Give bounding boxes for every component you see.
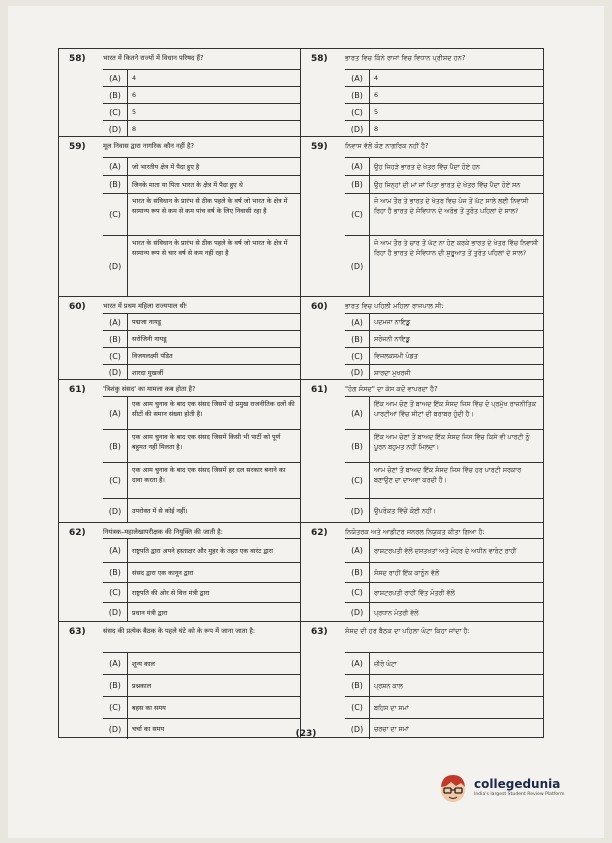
option-text: ਸ਼ਾਰਦਾ ਮੁਖਰਜੀ (374, 368, 411, 377)
option-row (103, 86, 300, 103)
option-label: (C) (103, 348, 128, 364)
option-text: ਚਰਚਾ ਦਾ ਸਮਾਂ (374, 725, 409, 733)
option-text: 8 (374, 125, 379, 133)
option-text: सरोजिनी नायडू (132, 335, 167, 343)
option-text: 5 (132, 108, 137, 116)
option-text: शारदा मुखर्जी (132, 368, 164, 377)
option-row (345, 429, 543, 462)
student-avatar-icon (436, 771, 470, 805)
question-block (301, 380, 543, 523)
option-row (345, 582, 543, 602)
option-text: ਇੱਕ ਆਮ ਚੋਣਾਂ ਤੋਂ ਬਾਅਦ ਇੱਕ ਸੰਸਦ ਜਿਸ ਵਿੱਚ ਕਿਸੇ ਵੀ ਪਾਰਟੀ ਨੂੰ ਪੂਰਨ ਬਹੁਮਤ ਨਹੀਂ ਮਿਲਦਾ। (374, 433, 530, 451)
question-text: ਭਾਰਤ ਵਿਚ ਪਹਿਲੀ ਮਹਿਲਾ ਰਾਜਪਾਲ ਸੀ: (345, 302, 444, 310)
brand-tagline: India's largest Student Review Platform (474, 792, 565, 797)
option-text: चर्चा का समय (132, 725, 165, 733)
question-text: ਸੰਸਦ ਦੀ ਹਰ ਬੈਠਕ ਦਾ ਪਹਿਲਾ ਘੰਟਾ ਕਿਹਾ ਜਾਂਦਾ ਹੈ: (345, 627, 470, 635)
option-text: प्रश्नकाल (132, 681, 152, 690)
question-text: भारत में प्रथम महिला राज्यपाल थीः (103, 302, 187, 310)
option-label: (B) (103, 87, 128, 103)
option-row (345, 86, 543, 103)
option-text: जो भारतीय क्षेत्र में पैदा हुए है (132, 162, 200, 171)
option-row (345, 562, 543, 582)
option-row (103, 69, 300, 86)
option-label: (A) (103, 314, 128, 330)
option-label: (A) (103, 653, 128, 674)
option-row (345, 696, 543, 718)
option-text: ਉਹ ਜਿਨ੍ਹਾਂ ਦੀ ਮਾਂ ਜਾਂ ਪਿਤਾ ਭਾਰਤ ਦੇ ਖੇਤਰ ਵਿੱਚ ਪੈਦਾ ਹੋਏ ਸਨ (374, 180, 521, 189)
question-number: 58) (69, 54, 86, 64)
option-text: ਸੰਸਦ ਰਾਹੀਂ ਇੱਕ ਕਾਨੂੰਨ ਵੱਲੋਂ (374, 568, 440, 577)
option-text: 4 (374, 74, 379, 82)
question-block (59, 137, 300, 297)
option-text: ਉਪਰੋਕਤ ਵਿੱਚੋਂ ਕੋਈ ਨਹੀਂ। (374, 507, 437, 515)
option-row (103, 103, 300, 120)
option-label: (A) (103, 397, 128, 429)
option-label: (D) (345, 121, 370, 137)
option-text: संसद द्वारा एक कानून द्वारा (132, 568, 194, 577)
question-number: 59) (311, 142, 328, 152)
option-label: (B) (103, 176, 128, 193)
option-row (345, 652, 543, 674)
option-label: (D) (103, 121, 128, 137)
option-row (345, 175, 543, 193)
question-block (301, 523, 543, 622)
page-number: (23) (295, 729, 317, 739)
option-row (103, 602, 300, 622)
option-label: (C) (345, 104, 370, 120)
option-row (345, 498, 543, 523)
option-text: भारत के संविधान के प्रारंभ से ठीक पहले के वर्ष जो भारत के क्षेत्र में सामान्य रूप से कम से कम पांच वर्ष के लिए निवासी रहा है (132, 197, 288, 215)
option-text: भारत के संविधान के प्रारंभ से ठीक पहले के वर्ष जो भारत के क्षेत्र में सामान्य रूप से चार वर्ष से कम नहीं रहा है (132, 239, 288, 257)
option-row (345, 347, 543, 364)
question-text: ਨਿਯੰਤਰਕ ਅਤੇ ਆਡੀਟਰ ਜਨਰਲ ਨਿਯੁਕਤ ਕੀਤਾ ਗਿਆ ਹੈ: (345, 528, 485, 536)
question-text: "ਹੰਗ ਸੰਸਦ" ਦਾ ਕੇਸ ਕਦੋਂ ਵਾਪਰਦਾ ਹੈ? (345, 385, 438, 393)
option-label: (A) (103, 539, 128, 562)
question-number: 63) (69, 627, 86, 637)
option-row (103, 498, 300, 523)
option-text: राष्ट्रपति की ओर से वित्त मंत्री द्वारा (132, 588, 210, 597)
brand-name: collegedunia (474, 777, 561, 791)
question-number: 63) (311, 627, 328, 637)
option-label: (C) (345, 697, 370, 718)
question-block (59, 380, 300, 523)
option-row (103, 582, 300, 602)
option-row (103, 396, 300, 429)
option-label: (B) (345, 87, 370, 103)
option-text: शून्य काल (132, 659, 155, 668)
option-text: 5 (374, 108, 379, 116)
option-label: (D) (103, 236, 128, 297)
option-label: (D) (103, 603, 128, 622)
option-label: (C) (345, 463, 370, 498)
option-text: 6 (374, 91, 379, 99)
question-block (59, 49, 300, 137)
option-text: ਇੱਕ ਆਮ ਚੋਣ ਤੋਂ ਬਾਅਦ ਇੱਕ ਸੰਸਦ ਜਿਸ ਵਿੱਚ ਦੋ ਪ੍ਰਮੁੱਖ ਰਾਜਨੀਤਿਕ ਪਾਰਟੀਆਂ ਵਿੱਚ ਸੀਟਾਂ ਦੀ ਬਰਾਬਰ ਹੁੰਦੀ ਹੈ। (374, 400, 536, 418)
option-text: एक आम चुनाव के बाद एक संसद जिसमें हर दल सरकार बनाने का दावा करता है। (132, 466, 286, 484)
option-label: (D) (345, 719, 370, 739)
question-block (301, 137, 543, 297)
option-text: प्रधान मंत्री द्वारा (132, 608, 168, 617)
option-text: ਜੋ ਆਮ ਤੌਰ ਤੇ ਭਾਰਤ ਦੇ ਖੇਤਰ ਵਿਚ ਪੰਜ ਤੋਂ ਘੱਟ ਸਾਲੇ ਲਈ ਨਿਵਾਸੀ ਰਿਹਾ ਹੈ ਭਾਰਤ ਦੇ ਸੰਵਿਧਾਨ ਦੇ ਅਰੰਭ ਤੋਂ ਤੁਰੰਤ ਪਹਿਲਾਂ ਦੇ ਸਾਲ? (374, 197, 529, 215)
option-row (345, 313, 543, 330)
option-text: एक आम चुनाव के बाद एक संसद जिसमें किसी भी पार्टी को पूर्ण बहुमत नहीं मिलता है। (132, 433, 281, 451)
option-text: पद्मजा नायडू (132, 318, 162, 326)
question-number: 62) (69, 528, 86, 538)
option-text: ਵਿਜਲਕਸ਼ਮੀ ਪੰਡਤ (374, 352, 418, 360)
option-label: (C) (345, 194, 370, 235)
option-label: (A) (345, 397, 370, 429)
question-text: 'त्रिशंकु संसद' का मामला कब होता है? (103, 385, 196, 393)
option-label: (C) (103, 697, 128, 718)
option-text: विजयलक्ष्मी पंडित (132, 352, 173, 360)
question-block (59, 297, 300, 380)
option-row (103, 175, 300, 193)
question-text: नियंत्रक–महालेखापरीक्षक की नियुक्ति की जाती है: (103, 528, 223, 536)
option-text: ਉਹ ਜਿਹੜੇ ਭਾਰਤ ਦੇ ਖੇਤਰ ਵਿੱਚ ਪੈਦਾ ਹੋਏ ਹਨ (374, 162, 480, 171)
question-number: 60) (69, 302, 86, 312)
option-row (345, 235, 543, 297)
option-row (103, 538, 300, 562)
question-number: 62) (311, 528, 328, 538)
question-text: मूल निवास द्वारा नागरिक कौन नहीं है? (103, 142, 194, 150)
question-block (301, 297, 543, 380)
option-label: (D) (103, 719, 128, 739)
option-row (103, 652, 300, 674)
option-text: ਰਾਸ਼ਟਰਪਤੀ ਵੱਲੋਂ ਦਸਤਖਤਾਂ ਅਤੇ ਮੋਹਰ ਦੇ ਅਧੀਨ ਵਾਰੰਟ ਰਾਹੀਂ (374, 546, 517, 555)
punjabi-column (301, 49, 543, 737)
option-row (345, 157, 543, 175)
option-label: (B) (345, 176, 370, 193)
option-label: (A) (345, 70, 370, 86)
option-label: (D) (345, 603, 370, 622)
option-text: ਜ਼ੀਰੋ ਘੰਟਾ (374, 659, 397, 668)
option-label: (B) (103, 430, 128, 462)
question-text: ਭਾਰਤ ਵਿਚ ਕਿੰਨੇ ਰਾਜਾਂ ਵਿਚ ਵਿਧਾਨ ਪ੍ਰੀਸ਼ਦ ਹਨ? (345, 54, 466, 62)
option-text: 4 (132, 74, 137, 82)
question-block (59, 523, 300, 622)
question-number: 61) (69, 385, 86, 395)
option-label: (A) (345, 653, 370, 674)
question-block (301, 49, 543, 137)
option-label: (A) (103, 158, 128, 175)
option-row (345, 462, 543, 498)
option-row (103, 364, 300, 380)
option-text: ਬਹਿਸ ਦਾ ਸਮਾਂ (374, 703, 409, 712)
option-row (103, 313, 300, 330)
option-label: (C) (345, 348, 370, 364)
option-text: एक आम चुनाव के बाद एक संसद जिसमें दो प्रमुख राजनीतिक दलों की सीटों की समान संख्या होती है। (132, 400, 295, 418)
question-block (301, 622, 543, 739)
option-label: (A) (103, 70, 128, 86)
option-label: (C) (103, 463, 128, 498)
option-label: (A) (345, 158, 370, 175)
option-row (103, 696, 300, 718)
option-row (345, 69, 543, 86)
option-row (103, 674, 300, 696)
option-text: ਜੋ ਆਮ ਤੌਰ ਤੇ ਚਾਰ ਤੋਂ ਘੱਟ ਨਾ ਹੋਣ ਕਰਕੇ ਭਾਰਤ ਦੇ ਖੇਤਰ ਵਿੱਚ ਨਿਵਾਸੀ ਰਿਹਾ ਹੈ ਭਾਰਤ ਦੇ ਸੰਵਿਧਾਨ ਦੀ ਸ਼ੁਰੂਆਤ ਤੋਂ ਤੁਰੰਤ ਪਹਿਲਾਂ ਦੇ ਸਾਲ? (374, 239, 539, 257)
question-text: संसद की प्रत्येक बैठक के पहले घंटे को के रूप में जाना जाता है: (103, 627, 256, 635)
option-text: ਪ੍ਰਧਾਨ ਮੰਤਰੀ ਵੱਲੋਂ (374, 608, 419, 617)
question-text: ਨਿਵਾਸ ਵੱਲੋਂ ਕੋਣ ਨਾਗਰਿਕ ਨਹੀਂ ਹੈ? (345, 142, 429, 150)
option-row (103, 462, 300, 498)
option-label: (D) (345, 236, 370, 297)
question-number: 61) (311, 385, 328, 395)
option-text: ਪਦਮਜਾ ਨਾਇਡੂ (374, 318, 411, 326)
option-label: (C) (103, 194, 128, 235)
option-text: ਰਾਸ਼ਟਰਪਤੀ ਰਾਹੀਂ ਵਿੱਤ ਮੰਤਰੀ ਵੱਲੋਂ (374, 588, 455, 597)
option-label: (B) (103, 563, 128, 582)
option-text: उपरोक्त में से कोई नहीं। (132, 507, 188, 515)
option-row (345, 674, 543, 696)
option-label: (D) (103, 499, 128, 523)
option-label: (A) (345, 314, 370, 330)
option-row (103, 330, 300, 347)
option-label: (B) (345, 430, 370, 462)
option-row (103, 157, 300, 175)
option-text: ਆਮ ਚੋਣਾਂ ਤੋਂ ਬਾਅਦ ਇੱਕ ਸੰਸਦ ਜਿਸ ਵਿੱਚ ਹਰ ਪਾਰਟੀ ਸਰਕਾਰ ਬਣਾਉਣ ਦਾ ਦਾਅਵਾ ਕਰਦੀ ਹੈ। (374, 466, 522, 484)
option-row (103, 193, 300, 235)
option-row (103, 235, 300, 297)
option-row (345, 193, 543, 235)
option-label: (C) (103, 104, 128, 120)
option-label: (A) (345, 539, 370, 562)
option-text: जिनके माता या पिता भारत के क्षेत्र में पैदा हुए थे (132, 180, 243, 189)
question-number: 58) (311, 54, 328, 64)
option-row (345, 538, 543, 562)
option-label: (B) (345, 331, 370, 347)
option-label: (C) (103, 583, 128, 602)
option-text: ਸਰੋਜਨੀ ਨਾਇਡੂ (374, 335, 410, 343)
option-text: बहस का समय (132, 703, 166, 712)
option-text: 6 (132, 91, 137, 99)
option-label: (B) (103, 331, 128, 347)
option-label: (C) (345, 583, 370, 602)
question-number: 60) (311, 302, 328, 312)
hindi-column (59, 49, 301, 737)
option-row (345, 364, 543, 380)
option-label: (B) (345, 563, 370, 582)
option-row (103, 562, 300, 582)
option-label: (D) (345, 499, 370, 523)
option-row (345, 396, 543, 429)
option-text: ਪ੍ਰਸ਼ਨ ਕਾਲ (374, 681, 403, 690)
collegedunia-logo (436, 770, 576, 806)
option-row (103, 347, 300, 364)
question-number: 59) (69, 142, 86, 152)
option-row (103, 429, 300, 462)
option-label: (D) (103, 365, 128, 380)
option-text: राष्ट्रपति द्वारा अपने हस्ताक्षर और मुहर के तहत एक वारंट द्वारा (132, 546, 273, 555)
option-label: (D) (345, 365, 370, 380)
option-row (345, 120, 543, 137)
option-row (103, 120, 300, 137)
option-row (345, 103, 543, 120)
question-block (59, 622, 300, 739)
question-text: भारत में कितने राज्यों में विधान परिषद हैं? (103, 54, 204, 62)
question-table (58, 48, 544, 738)
option-text: 8 (132, 125, 137, 133)
option-row (345, 330, 543, 347)
option-row (345, 602, 543, 622)
option-label: (B) (345, 675, 370, 696)
option-label: (B) (103, 675, 128, 696)
